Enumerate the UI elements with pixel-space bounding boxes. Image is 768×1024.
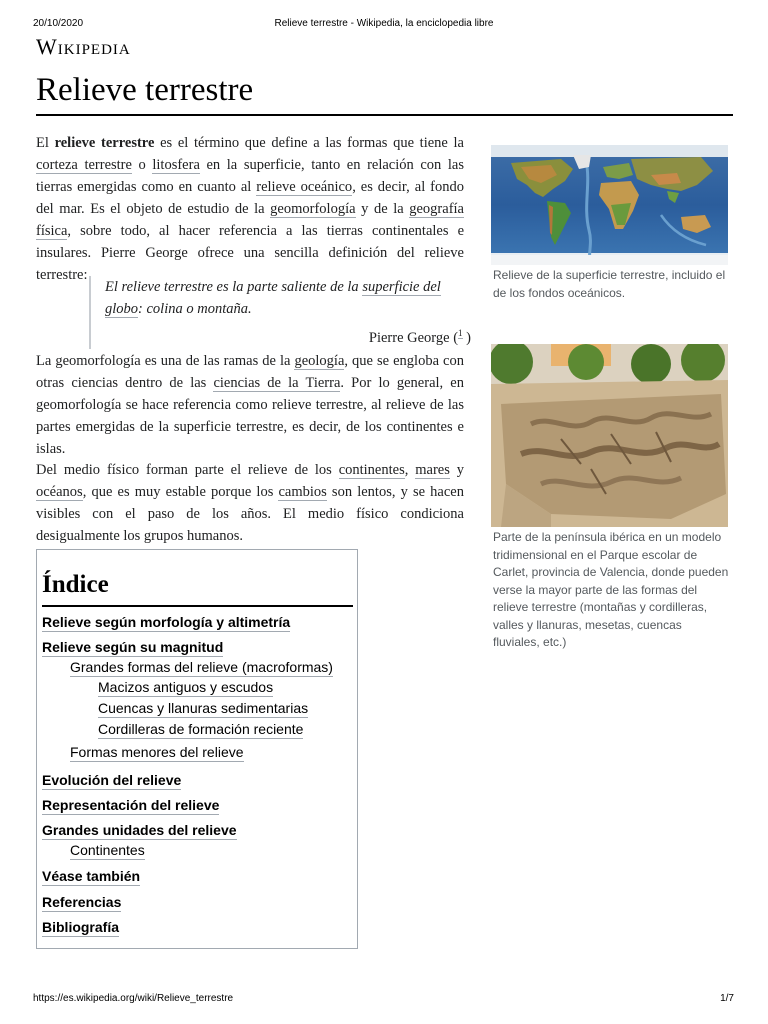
text: , sobre todo, al hacer referencia a las tierras continentales e insulares. Pierre George ofrece una sencilla definición del relieve terrestre: [36,223,464,283]
geomorfologia-paragraph [36,350,464,460]
text: son lentos, y se hacen visibles con el paso de los años. El medio físico condiciona desigualmente los grupos humanos. [36,484,464,544]
text: , que se engloba con otras ciencias dentro de las [36,353,464,391]
text: Del medio físico forman parte el relieve de los [36,462,339,478]
relief-model-photo[interactable] [491,344,728,527]
link-litosfera[interactable]: litosfera [152,157,200,173]
link-mares[interactable]: mares [415,462,450,478]
figure-caption: Parte de la península ibérica en un modelo tridimensional en el Parque escolar de Carlet, provincia de Valencia, donde pueden verse la mayor parte de las formas del relieve terrestre (montañas y cordilleras, valles y llanuras, mesetas, cuencas fluviales, etc.) [493,530,729,649]
toc-item[interactable]: Bibliografía [42,919,120,935]
link-superficie-del-globo[interactable]: superficie del globo [105,279,441,317]
toc-item[interactable]: Grandes formas del relieve (macroformas) [70,659,333,675]
text: es el término que define a las formas que tiene la [154,135,464,151]
quote-text [105,276,471,320]
print-title: Relieve terrestre - Wikipedia, la enciclopedia libre [274,18,494,29]
author-name: Pierre George ( [368,329,459,346]
toc-item[interactable]: Representación del relieve [42,797,220,813]
wikipedia-logo[interactable]: Wikipedia [36,34,131,59]
text: y de la [355,201,410,217]
toc-item[interactable]: Evolución del relieve [42,772,182,788]
link-geologia[interactable]: geología [294,353,345,369]
text: en la superficie, tanto en relación con las tierras emergidas como en cuanto al [36,157,464,195]
toc-item[interactable]: Véase también [42,868,141,884]
world-relief-map-image[interactable] [491,145,728,265]
text: . Por lo general, en geomorfología se hace referencia como relieve terrestre, al relieve de las partes emergidas de la superficie terrestre, es decir, de los continentes e islas. [36,375,464,457]
toc-item[interactable]: Cuencas y llanuras sedimentarias [98,700,309,716]
text: o [131,157,153,173]
print-page-number: 1/7 [720,993,734,1004]
toc-item[interactable]: Formas menores del relieve [70,744,244,760]
link-relieve-oceanico[interactable]: relieve oceánico [256,179,353,195]
quote-author [105,322,471,349]
toc-item[interactable]: Relieve según su magnitud [42,639,224,655]
print-url: https://es.wikipedia.org/wiki/Relieve_terrestre [33,993,234,1004]
blockquote [89,276,471,349]
link-geomorfologia[interactable]: geomorfología [270,201,356,217]
toc-item[interactable]: Continentes [70,842,145,858]
text: La geomorfología es una de las ramas de la [36,353,295,369]
text: y [449,462,465,478]
intro-paragraph [36,132,464,286]
toc-item[interactable]: Macizos antiguos y escudos [98,679,274,695]
text: , es decir, al fondo del mar. Es el objeto de estudio de la [36,179,464,217]
text: ) [462,329,471,346]
reference-link[interactable]: 1 [458,328,463,338]
medio-fisico-paragraph [36,459,464,547]
toc-item[interactable]: Referencias [42,894,122,910]
text: El relieve terrestre es la parte saliente de la [105,279,363,295]
link-cambios[interactable]: cambios [278,484,327,500]
toc-title: Índice [42,571,109,598]
figure-caption: Relieve de la superficie terrestre, incluido el de los fondos oceánicos. [493,268,726,300]
link-oceanos[interactable]: océanos [36,484,83,500]
link-geografia-fisica[interactable]: geografía física [36,201,464,239]
toc-item[interactable]: Relieve según morfología y altimetría [42,614,291,630]
text: , que es muy estable porque los [82,484,279,500]
text: El [36,135,55,151]
toc-item[interactable]: Cordilleras de formación reciente [98,721,304,737]
link-corteza-terrestre[interactable]: corteza terrestre [36,157,132,173]
link-continentes[interactable]: continentes [338,462,405,478]
title-divider [36,114,733,116]
bold-term: relieve terrestre [54,135,155,151]
text: : colina o montaña. [138,301,252,317]
text: , [404,462,416,478]
print-date: 20/10/2020 [33,18,84,29]
toc-item[interactable]: Grandes unidades del relieve [42,822,237,838]
link-ciencias-de-la-tierra[interactable]: ciencias de la Tierra [213,375,341,391]
page-title: Relieve terrestre [36,72,254,108]
toc-divider [42,605,353,607]
